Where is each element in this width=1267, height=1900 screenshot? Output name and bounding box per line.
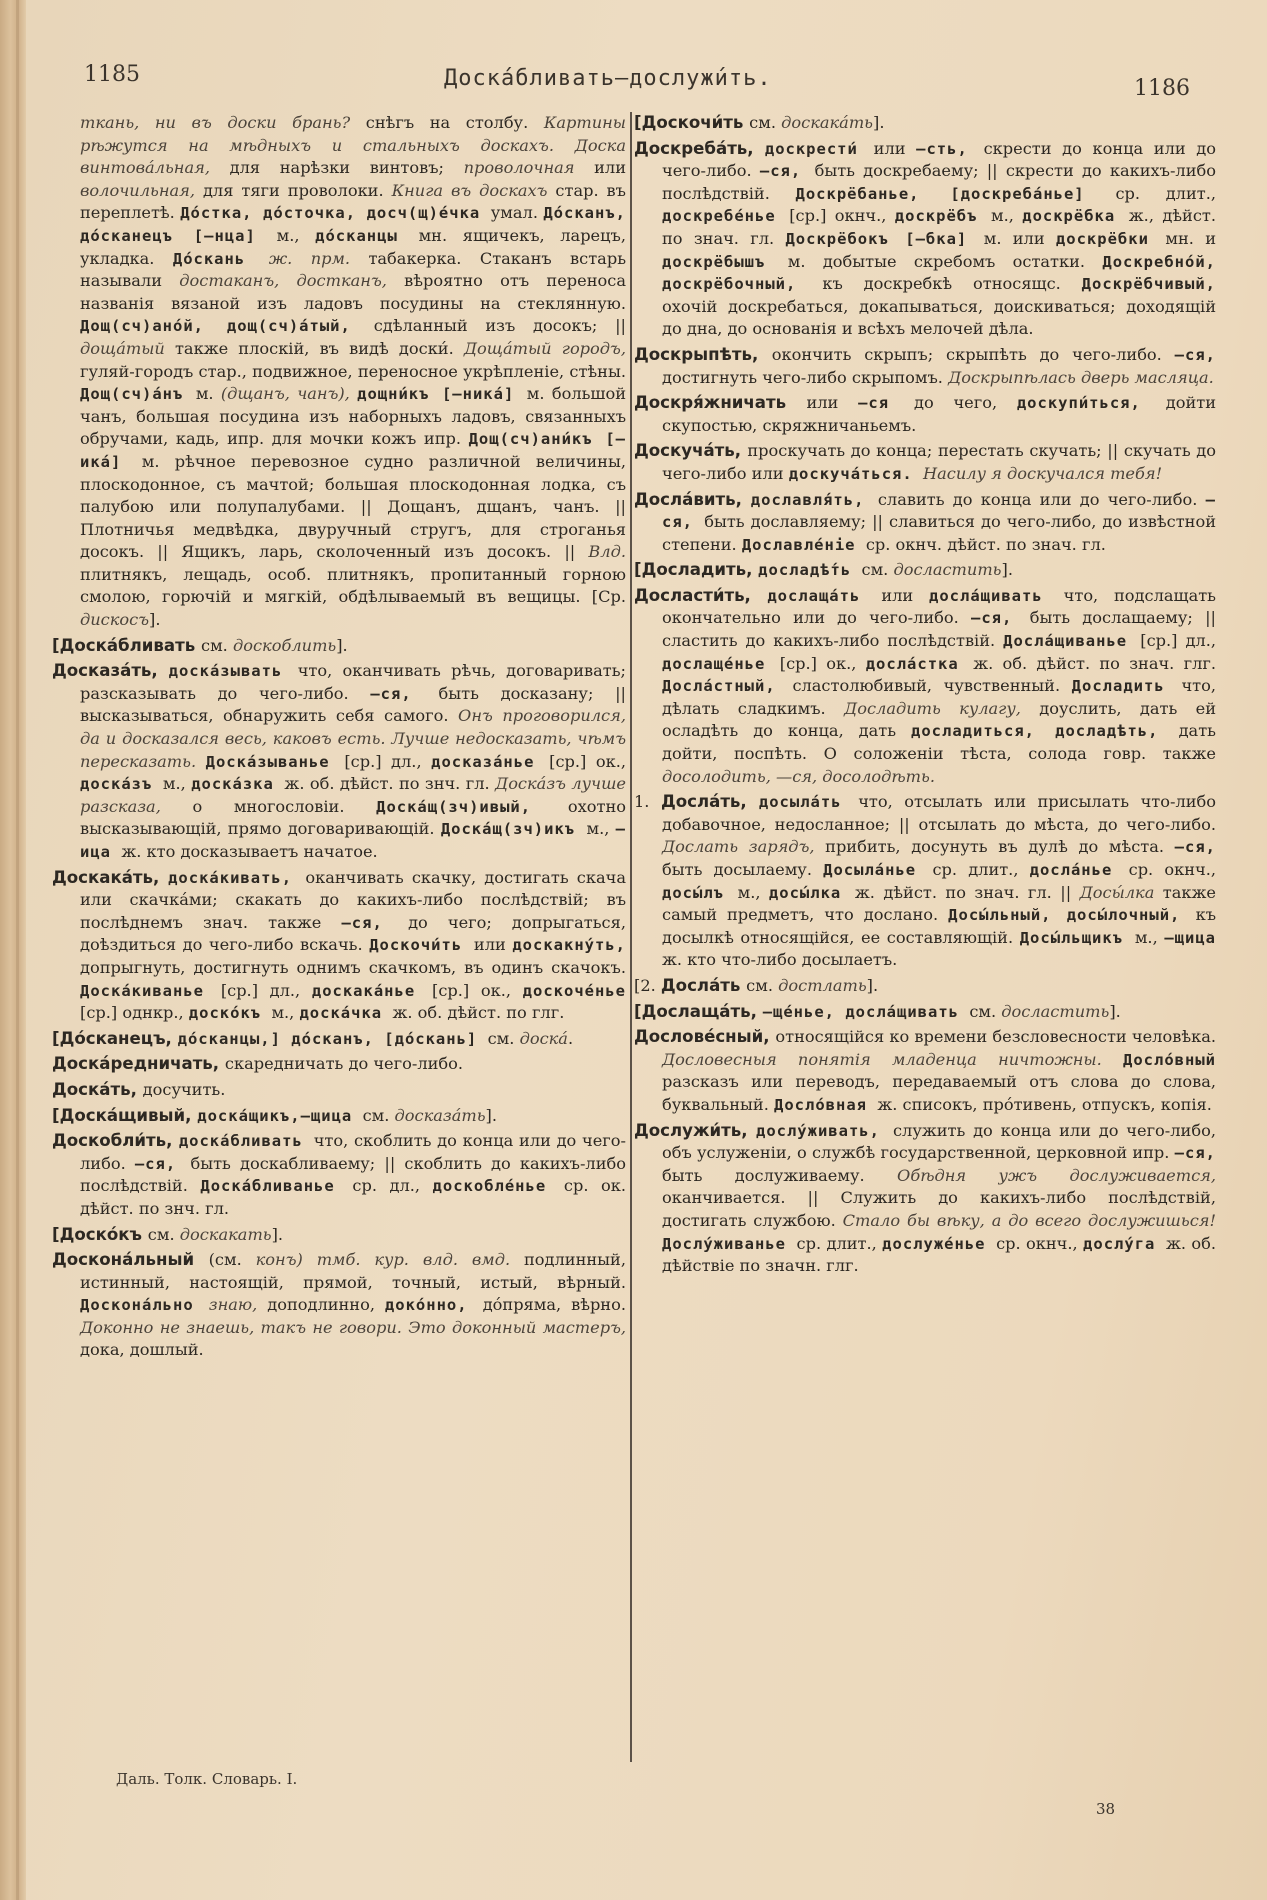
example-italic: ж. прм. xyxy=(268,248,369,268)
definition-text: ж. об. дѣйст. по знч. гл. xyxy=(284,774,496,794)
definition-text: см. xyxy=(201,635,233,655)
definition-text: или xyxy=(881,585,929,605)
definition-text: дойти скупостью, скряжничаньемъ. xyxy=(662,393,1216,435)
definition-text: ср. длит., xyxy=(932,860,1030,879)
headword: Доскáредничать, xyxy=(52,1054,225,1074)
definition-text: мн. и xyxy=(1165,228,1216,248)
dictionary-entry xyxy=(634,392,1216,437)
derived-form: дослу́га xyxy=(1083,1234,1166,1253)
definition-text: что, дѣлать сладкимъ. xyxy=(662,676,1216,718)
derived-form: Доскрёбанье, [доскребáнье] xyxy=(795,184,1116,203)
definition-text: допрыгнуть, достигнуть однимъ скачкомъ, въ одинъ скачокъ. xyxy=(80,957,626,977)
example-italic: досластить xyxy=(1001,1001,1110,1021)
definition-text: гуляй-городъ стар., подвижное, переносное укрѣпленіе, стѣны. xyxy=(80,361,626,381)
dictionary-entry xyxy=(634,138,1216,341)
derived-form: дощни́къ [—никá] xyxy=(357,385,527,404)
definition-text: снѣгъ на столбу. xyxy=(365,113,544,132)
definition-text: достигнуть чего-либо скрыпомъ. xyxy=(662,367,949,387)
example-italic: Онъ проговорился, да и досказался весь, каковъ есть. Лучше недосказать, чѣмъ пересказать. xyxy=(80,706,626,771)
derived-form: доскáкивать, xyxy=(168,868,306,887)
definition-text: что, подслащать окончательно или до чего-либо. xyxy=(662,585,1216,628)
definition-text: м. xyxy=(195,384,221,404)
definition-text: ср. длит., xyxy=(1115,183,1216,203)
dictionary-entry xyxy=(634,1120,1216,1278)
derived-form: Досы́льщикъ xyxy=(1019,928,1135,947)
definition-text: ж. об. дѣйствіе по значн. глг. xyxy=(662,1233,1216,1276)
derived-form: —ся, xyxy=(1174,1144,1216,1163)
definition-text: ]. xyxy=(1001,560,1013,580)
derived-form: дослáнье xyxy=(1029,861,1129,879)
definition-text: см. xyxy=(861,560,894,580)
definition-text: быть досылаему. xyxy=(662,860,824,879)
headword: Дослáвить, xyxy=(634,489,751,509)
definition-text: умал. xyxy=(490,203,544,223)
derived-form: Доскрёбокъ [—бка] xyxy=(785,229,984,248)
definition-text: см. xyxy=(487,1028,520,1048)
derived-form: дослáстка xyxy=(865,654,974,673)
derived-form: —ся, xyxy=(1174,345,1216,364)
definition-text: проскучать до конца; перестать скучать; || скучать до чего-либо или xyxy=(662,441,1217,483)
definition-text: доуслить, дать ей осладѣть до конца, дать xyxy=(662,698,1216,741)
headword: Доскона́льный xyxy=(52,1250,209,1270)
derived-form: —ся, xyxy=(662,490,1216,532)
definition-text: сластолюбивый, чувственный. xyxy=(792,676,1072,696)
dictionary-entry xyxy=(52,1053,626,1076)
derived-form: Доскáкиванье xyxy=(80,981,221,1000)
dictionary-entry xyxy=(634,112,1216,135)
derived-form: дослужéнье xyxy=(882,1234,997,1253)
definition-text: или xyxy=(873,138,917,158)
example-italic: досказáть xyxy=(394,1105,486,1125)
definition-text: славить до конца или до чего-либо. xyxy=(877,489,1206,509)
definition-text: [ср.] окнч., xyxy=(789,206,895,226)
example-italic: ткань, ни въ доски брань? xyxy=(80,113,366,132)
example-italic: достаканъ, достканъ, xyxy=(179,271,405,291)
definition-text: стар. въ переплетѣ. xyxy=(80,180,626,223)
definition-text: разсказъ или переводъ, передаваемый отъ слова до слова, буквальный. xyxy=(662,1072,1216,1114)
definition-text: также плоскій, въ видѣ доски́. xyxy=(174,338,464,358)
definition-text: ]. xyxy=(149,610,161,630)
derived-form: Доскáбливанье xyxy=(200,1177,353,1196)
dictionary-entry xyxy=(634,975,1216,998)
definition-text: быть доскребаему; || скрести до какихъ-либо послѣдствій. xyxy=(662,161,1216,203)
sheet-number: 38 xyxy=(1096,1800,1116,1818)
dictionary-page xyxy=(26,0,1267,1900)
definition-text: ж. списокъ, прóтивень, отпускъ, копія. xyxy=(877,1094,1212,1114)
definition-text: ]. xyxy=(873,113,885,132)
derived-form: —ся, xyxy=(134,1154,191,1173)
example-italic: Доскáзъ лучше разсказа, xyxy=(80,774,627,816)
definition-text: ж. об. дѣйст. по глг. xyxy=(392,1003,565,1023)
definition-text: что, оканчивать рѣчь, договаривать; разсказывать до чего-либо. xyxy=(80,661,627,703)
definition-text: см. xyxy=(147,1224,180,1244)
derived-form: —ся xyxy=(858,394,914,413)
derived-form: доскáзка xyxy=(191,775,285,794)
definition-text: м. большой чанъ, большая посудина изъ наборныхъ ладовъ, связанныхъ обручами, кадь, ипр. для мочки кожъ ипр. xyxy=(80,384,626,449)
definition-text: м., xyxy=(162,774,192,794)
derived-form: Дощ(сч)анóй, дощ(сч)áтый, xyxy=(80,317,374,336)
derived-form: дослащáть xyxy=(767,586,882,605)
left-column xyxy=(52,112,626,1365)
definition-text: плитнякъ, лещадь, особ. плитнякъ, пропитанный горною смолою, горючій и мягкій, обдѣлываемый въ вещицы. [Ср. xyxy=(80,564,626,607)
dictionary-entry xyxy=(52,1130,626,1220)
derived-form: Доскáщ(зч)икъ xyxy=(440,820,587,839)
dictionary-entry xyxy=(52,1079,626,1102)
derived-form: Досы́льный, досы́лочный, xyxy=(948,906,1196,925)
derived-form: досказáнье xyxy=(431,752,550,771)
dictionary-entry xyxy=(52,660,626,863)
derived-form: доскрёбъ xyxy=(894,207,991,226)
derived-form: доскрёбышъ xyxy=(662,252,788,271)
example-italic: Дословесныя понятія младенца ничтожны. xyxy=(662,1049,1123,1069)
dictionary-entry xyxy=(52,1028,626,1051)
definition-text: [ср.] однкр., xyxy=(80,1003,189,1023)
definition-text: см. xyxy=(749,113,782,132)
example-italic: Досы́лка xyxy=(1079,882,1163,902)
definition-text: м., xyxy=(271,1003,300,1023)
definition-text: быть досказану; || высказываться, обнаружить себя самого. xyxy=(80,683,626,726)
dictionary-entry xyxy=(634,1001,1216,1024)
dictionary-entry xyxy=(634,585,1216,788)
column-divider xyxy=(630,112,632,1762)
example-italic: Доконно не знаешь, такъ не говори. Это доконный мастеръ, xyxy=(80,1317,626,1337)
dictionary-entry xyxy=(52,112,626,632)
definition-text: см. xyxy=(362,1105,395,1125)
derived-form: —сть, xyxy=(916,139,984,158)
derived-form: —ся, xyxy=(341,913,409,932)
derived-form: Дóстка, дóсточка, досч(щ)éчка xyxy=(180,204,491,223)
headword: Дослáть, xyxy=(660,792,759,812)
derived-form: Дослу́живанье xyxy=(662,1234,797,1253)
headword: Доскрыпѣть, xyxy=(634,344,772,364)
definition-text: ср. окнч., xyxy=(996,1233,1084,1253)
definition-text: быть доскабливаему; || скоблить до какихъ-либо послѣдствій. xyxy=(80,1153,626,1196)
headword: [Доскáбливать xyxy=(52,635,202,655)
definition-text: ж., дѣйст. по знач. гл. xyxy=(662,206,1217,248)
example-italic: доскоблить xyxy=(232,635,337,655)
definition-text: (см. xyxy=(208,1250,256,1270)
definition-text: ср. ок. дѣйст. по знч. гл. xyxy=(80,1176,626,1218)
definition-text: . xyxy=(567,1028,574,1048)
definition-text: см. xyxy=(969,1001,1002,1021)
example-italic: Дослать зарядъ, xyxy=(662,837,826,857)
example-italic: Насилу я доскучался тебя! xyxy=(923,463,1163,483)
example-italic: Досладить кулагу, xyxy=(844,698,1040,718)
derived-form: доскрёбка xyxy=(1022,207,1129,226)
signature-mark: Даль. Толк. Словарь. I. xyxy=(116,1770,298,1788)
derived-form: доскоблéнье xyxy=(432,1177,564,1196)
definition-text: охотно высказывающій, прямо договаривающій. xyxy=(80,796,627,839)
derived-form: доскакáнье xyxy=(311,981,433,1000)
definition-text: ж. кто досказываетъ начатое. xyxy=(121,842,378,861)
dictionary-entry xyxy=(52,1105,626,1128)
example-italic: Стало бы вѣку, а до всего дослужишься! xyxy=(842,1210,1216,1230)
definition-text: быть дослуживаему. xyxy=(662,1165,898,1185)
definition-text: о многословіи. xyxy=(192,796,377,816)
derived-form: доскребéнье xyxy=(662,207,790,226)
definition-text: м. добытые скребомъ остатки. xyxy=(787,251,1103,271)
derived-form: доскáчка xyxy=(299,1004,393,1023)
headword: Дослужи́ть, xyxy=(634,1120,756,1140)
headword: Доскáть, xyxy=(52,1079,143,1099)
definition-text: подлинный, истинный, настоящій, прямой, точный, истый, вѣрный. xyxy=(80,1250,626,1292)
derived-form: досладиться, досладѣть, xyxy=(911,722,1179,741)
definition-text: скрести до конца или до чего-либо. xyxy=(662,138,1216,181)
derived-form: Досладить xyxy=(1071,677,1182,696)
headword: Доскобли́ть, xyxy=(52,1131,179,1151)
definition-text: къ доскребкѣ относящс. xyxy=(822,274,1082,294)
definition-text: дать дойти, поспѣть. О соложеніи тѣста, солода говр. также xyxy=(662,721,1216,764)
derived-form: Досылáнье xyxy=(823,861,933,879)
definition-text: [ср.] ок., xyxy=(432,980,523,1000)
derived-form: Дослóвный xyxy=(1123,1050,1216,1069)
definition-text: 1. xyxy=(634,792,661,812)
derived-form: дослу́живать, xyxy=(755,1121,893,1140)
definition-text: м. или xyxy=(983,228,1056,248)
definition-text: м., xyxy=(990,206,1023,226)
definition-text: мн. ящичекъ, ларецъ, укладка. xyxy=(80,225,626,268)
definition-text: [2. xyxy=(634,975,661,995)
derived-form: доскрёбки xyxy=(1055,229,1166,248)
example-italic: Книга въ доскахъ xyxy=(391,180,556,200)
definition-text: м., xyxy=(586,819,616,839)
derived-form: доскочéнье xyxy=(522,981,626,1000)
definition-text: быть дославляему; || славиться до чего-либо, до извѣстной степени. xyxy=(662,512,1216,554)
definition-text: также самый предметъ, что дослано. xyxy=(662,882,1216,925)
dictionary-entry xyxy=(634,489,1216,557)
derived-form: доскáзъ xyxy=(80,775,163,794)
dictionary-entry xyxy=(52,635,626,658)
example-italic: знаю, xyxy=(208,1295,268,1315)
dictionary-entry xyxy=(634,440,1216,485)
derived-form: Досконáльно xyxy=(80,1296,209,1315)
example-italic: конъ) тмб. кур. влд. вмд. xyxy=(255,1250,525,1270)
headword: [Доскáщивый, xyxy=(52,1105,198,1125)
derived-form: Доскочи́ть xyxy=(369,936,474,955)
headword: [Доскóкъ xyxy=(52,1224,148,1244)
example-italic: Обѣдня ужъ дослуживается, xyxy=(897,1165,1216,1185)
derived-form: доскáбливать xyxy=(178,1132,314,1151)
example-italic: достлать xyxy=(778,975,867,995)
derived-form: досладѣ́ть xyxy=(758,561,862,580)
dictionary-entry xyxy=(634,1026,1216,1116)
derived-form: доскупи́ться, xyxy=(1016,394,1166,413)
derived-form: дóсканцы xyxy=(315,226,419,245)
example-italic: проволочная xyxy=(463,158,595,178)
definition-text: оканчивается. || Служить до какихъ-либо послѣдствій, достигать службою. xyxy=(662,1188,1216,1230)
derived-form: —ица xyxy=(80,820,626,861)
definition-text: см. xyxy=(746,975,779,995)
headword: Дословéсный, xyxy=(634,1027,776,1047)
derived-form: Дощ(сч)áнъ xyxy=(80,385,196,404)
definition-text: доподлинно, xyxy=(267,1295,385,1315)
dictionary-entry xyxy=(52,867,626,1025)
definition-text: что, скоблить до конца или до чего-либо. xyxy=(80,1131,626,1173)
definition-text: ]. xyxy=(1109,1001,1121,1021)
derived-form: доскучáться. xyxy=(788,464,924,483)
definition-text: что, отсылать или присылать что-либо добавочное, недосланное; || отсылать до мѣста, до чего-либо. xyxy=(662,792,1217,834)
headword: [Дослащáть, xyxy=(634,1001,763,1021)
dictionary-entry xyxy=(52,1224,626,1247)
derived-form: досы́лка xyxy=(768,883,855,902)
derived-form: доскрести́ xyxy=(764,139,874,158)
example-italic: досолодить, —ся, досолодѣть. xyxy=(662,766,935,786)
headword: Доскучáть, xyxy=(634,441,748,461)
definition-text: относящійся ко времени безсловесности человѣка. xyxy=(775,1027,1216,1047)
derived-form: Доскребнóй, доскрёбочный, xyxy=(662,252,1217,294)
headword: [Досладить, xyxy=(634,560,759,580)
definition-text: ср. окнч., xyxy=(1128,860,1216,879)
example-italic: Доскрыпѣлась дверь масляца. xyxy=(948,367,1214,387)
dictionary-entry xyxy=(634,791,1216,972)
definition-text: [ср.] дл., xyxy=(344,751,432,771)
derived-form: —ся, xyxy=(970,609,1030,628)
derived-form: Дославлéніе xyxy=(741,535,866,554)
definition-text: до чего; допрыгаться, доѣздиться до чего-либо вскачь. xyxy=(80,912,626,955)
running-head: Доскáбливать—дослужи́ть. xyxy=(444,66,772,91)
headword: Доскребáть, xyxy=(634,138,765,158)
derived-form: дославля́ть, xyxy=(750,490,878,509)
derived-form: досы́лъ xyxy=(662,883,738,902)
right-column xyxy=(634,112,1216,1281)
definition-text: м., xyxy=(1134,927,1165,947)
page-number-left: 1185 xyxy=(84,62,140,87)
example-italic: Картины рѣжутся на мѣдныхъ и стальныхъ доскахъ. Доска винтовáльная, xyxy=(80,113,626,178)
definition-text: окончить скрыпъ; скрыпѣть до чего-либо. xyxy=(771,344,1175,364)
definition-text: ср. длит., xyxy=(796,1233,883,1253)
page-number-right: 1186 xyxy=(1134,76,1190,101)
definition-text: оканчивать скачку, достигать скача или скачкáми; скакать до какихъ-либо послѣдствій; въ послѣднемъ знач. также xyxy=(80,867,626,932)
dictionary-entry xyxy=(634,559,1216,582)
definition-text: или xyxy=(806,393,859,413)
example-italic: доскакáть xyxy=(781,113,873,132)
headword: Досласти́ть, xyxy=(634,585,768,605)
derived-form: доскакну́ть, xyxy=(512,936,626,955)
definition-text: дока, дошлый. xyxy=(80,1340,204,1360)
example-italic: дискосъ xyxy=(80,610,150,630)
example-italic: дощáтый xyxy=(80,338,175,358)
definition-text: ср. дл., xyxy=(352,1176,433,1196)
headword: Доскря́жничать xyxy=(634,393,807,413)
definition-text: охочій доскребаться, докапываться, доискиваться; доходящій до дна, до основанія и всѣхъ мелочей дѣла. xyxy=(662,296,1216,339)
definition-text: [ср.] ок., xyxy=(779,653,866,673)
definition-text: ж. кто что-либо досылаетъ. xyxy=(662,950,898,970)
example-italic: доскá xyxy=(519,1028,568,1048)
definition-text: или xyxy=(473,935,513,955)
derived-form: дослáщивать xyxy=(929,586,1064,605)
definition-text: ]. xyxy=(866,975,879,995)
derived-form: —ся, xyxy=(370,684,439,703)
derived-form: Доскáщ(зч)ивый, xyxy=(376,797,568,816)
derived-form: доскáщикъ,—щица xyxy=(197,1106,363,1125)
definition-text: табакерка. Стаканъ встарь называли xyxy=(80,248,627,291)
definition-text: къ досылкѣ относящійся, ее составляющій. xyxy=(662,905,1216,947)
definition-text: до чего, xyxy=(914,393,1017,413)
derived-form: —щица xyxy=(1164,928,1217,947)
derived-form: досылáть xyxy=(758,793,859,812)
definition-text: скаредничать до чего-либо. xyxy=(224,1054,464,1074)
definition-text: м., xyxy=(276,225,316,245)
derived-form: Дослóвная xyxy=(774,1095,878,1114)
example-italic: Дощáтый городъ, xyxy=(463,338,626,358)
derived-form: дóсканцы,] дóсканъ, [дóскань] xyxy=(177,1029,488,1048)
derived-form: Дóскань xyxy=(172,249,269,268)
page-header xyxy=(26,62,1267,101)
definition-text: ]. xyxy=(336,635,348,655)
derived-form: дослащéнье xyxy=(662,654,780,673)
derived-form: —ся, xyxy=(1174,838,1216,857)
derived-form: Дóсканъ, дóсканецъ [—нца] xyxy=(80,204,626,245)
headword: [Дóсканецъ, xyxy=(52,1028,178,1048)
definition-text: досучить. xyxy=(142,1079,226,1099)
definition-text: или xyxy=(594,158,627,178)
derived-form: Доскрёбчивый, xyxy=(1081,275,1216,294)
definition-text: служить до конца или до чего-либо, объ услуженіи, о службѣ государственной, церковной ипр. xyxy=(662,1120,1216,1163)
dictionary-entry xyxy=(52,1249,626,1362)
derived-form: Дощ(сч)ани́къ [—икá] xyxy=(80,430,626,471)
page-spine-edge xyxy=(0,0,26,1900)
definition-text: [ср.] дл., xyxy=(1140,631,1216,651)
definition-text: ср. окнч. дѣйст. по знач. гл. xyxy=(865,534,1106,554)
headword: Досказáть, xyxy=(52,661,169,681)
definition-text: [ср.] дл., xyxy=(220,980,312,1000)
definition-text: [ср.] ок., xyxy=(549,751,626,771)
derived-form: —ся, xyxy=(759,162,815,181)
definition-text: вѣроятно отъ переноса названія вязаной изъ ладовъ посудины на стеклянную. xyxy=(80,271,626,313)
definition-text: быть дослащаему; || сластить до какихъ-либо послѣдствій. xyxy=(662,608,1216,651)
example-italic: волочильная, xyxy=(80,180,203,200)
page-spine-line xyxy=(16,0,19,1900)
derived-form: доскóкъ xyxy=(188,1004,272,1023)
example-italic: доскакать xyxy=(179,1224,272,1244)
derived-form: докóнно, xyxy=(384,1296,483,1315)
definition-text: сдѣланный изъ досокъ; || xyxy=(373,316,626,336)
definition-text: ж. об. дѣйст. по знач. глг. xyxy=(973,653,1216,673)
definition-text: ]. xyxy=(271,1224,284,1244)
derived-form: Дослáщиванье xyxy=(1003,632,1141,651)
definition-text: м. рѣчное перевозное судно различной величины, плоскодонное, съ мачтой; большая плоскодонная лодка, съ палубою или полупалубами. || Дощанъ, дщанъ, чанъ. || Плотничья медвѣдка, двуручный стругъ, для строганья досокъ. || Ящикъ, ларь, сколоченный изъ досокъ. || xyxy=(80,451,626,562)
derived-form: доскáзывать xyxy=(168,662,298,681)
definition-text: для нарѣзки винтовъ; xyxy=(229,158,464,178)
definition-text: м., xyxy=(737,882,769,902)
definition-text: дóпряма, вѣрно. xyxy=(482,1295,626,1315)
derived-form: Доскáзыванье xyxy=(205,752,345,771)
definition-text: прибить, досунуть въ дулѣ до мѣста. xyxy=(825,837,1175,857)
definition-text: для тяги проволоки. xyxy=(202,180,392,200)
derived-form: Дослáстный, xyxy=(662,677,793,696)
definition-text: ]. xyxy=(485,1105,498,1125)
example-italic: (дщанъ, чанъ), xyxy=(220,384,358,404)
example-italic: Влд. xyxy=(588,542,626,562)
headword: [Доскочи́ть xyxy=(634,113,750,132)
headword: Дослáть xyxy=(660,975,747,995)
headword: Доскакáть, xyxy=(52,867,169,887)
definition-text: ж. дѣйст. по знач. гл. || xyxy=(854,882,1080,902)
derived-form: —щéнье, дослáщивать xyxy=(762,1002,970,1021)
example-italic: досластить xyxy=(893,560,1002,580)
dictionary-entry xyxy=(634,344,1216,389)
